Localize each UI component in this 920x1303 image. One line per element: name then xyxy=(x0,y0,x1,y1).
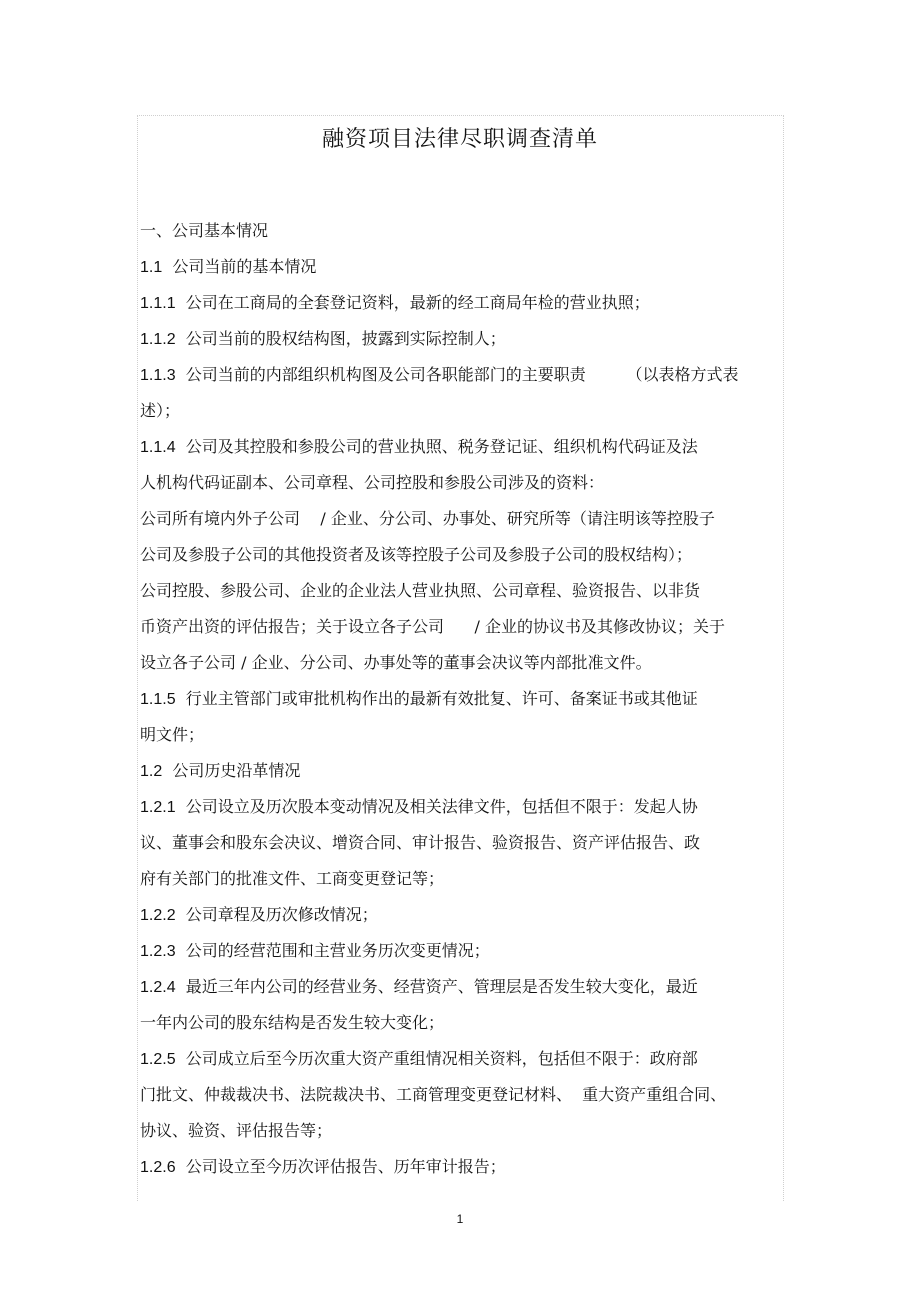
text-line xyxy=(140,257,316,277)
line-text: 最近三年内公司的经营业务、经营资产、管理层是否发生较大变化，最近 xyxy=(175,977,698,996)
line-text: 公司当前的内部组织机构图及公司各职能部门的主要职责 （以表格方式表 xyxy=(175,365,739,384)
text-line xyxy=(140,329,506,349)
line-text: 公司控股、参股公司、企业的企业法人营业执照、公司章程、验资报告、以非货 xyxy=(140,581,701,600)
document-title: 融资项目法律尽职调查清单 xyxy=(321,127,598,152)
text-line xyxy=(140,797,698,817)
text-line xyxy=(140,221,268,241)
section-number: 1.2.1 xyxy=(140,799,176,816)
text-line xyxy=(140,545,692,565)
line-text: 公司设立至今历次评估报告、历年审计报告； xyxy=(175,1157,506,1176)
section-number: 1.1.5 xyxy=(140,691,176,708)
line-text: 述）； xyxy=(140,401,181,420)
section-number: 1.1.1 xyxy=(140,295,176,312)
line-text: 公司及其控股和参股公司的营业执照、税务登记证、组织机构代码证及法 xyxy=(175,437,698,456)
section-number: 1.2.2 xyxy=(140,907,176,924)
section-number: 1.2.3 xyxy=(140,943,176,960)
section-number: 1.1.2 xyxy=(140,331,176,348)
line-text: 币资产出资的评估报告；关于设立各子公司 / 企业的协议书及其修改协议；关于 xyxy=(140,617,725,636)
text-line xyxy=(140,437,698,457)
line-text: 公司的经营范围和主营业务历次变更情况； xyxy=(175,941,490,960)
text-line xyxy=(140,905,378,925)
section-number: 1.1.3 xyxy=(140,367,176,384)
text-line xyxy=(140,581,700,601)
text-line xyxy=(140,1013,444,1033)
text-line xyxy=(140,293,650,313)
text-line xyxy=(140,1049,698,1069)
line-text: 行业主管部门或审批机构作出的最新有效批复、许可、备案证书或其他证 xyxy=(175,689,698,708)
text-line xyxy=(140,1157,506,1177)
section-number: 1.2.6 xyxy=(140,1159,176,1176)
text-line xyxy=(140,1085,726,1105)
section-number: 1.1 xyxy=(140,259,163,276)
line-text: 协议、验资、评估报告等； xyxy=(140,1121,333,1140)
line-text: 公司设立及历次股本变动情况及相关法律文件，包括但不限于：发起人协 xyxy=(175,797,698,816)
line-text: 明文件； xyxy=(140,725,205,744)
line-text: 公司成立后至今历次重大资产重组情况相关资料，包括但不限于：政府部 xyxy=(175,1049,698,1068)
line-text: 公司当前的股权结构图，披露到实际控制人； xyxy=(175,329,506,348)
text-line xyxy=(140,1121,332,1141)
line-text: 一年内公司的股东结构是否发生较大变化； xyxy=(140,1013,445,1032)
text-line xyxy=(140,653,652,673)
text-line xyxy=(140,473,604,493)
text-line xyxy=(140,401,180,421)
line-text: 公司所有境内外子公司 / 企业、分公司、办事处、研究所等（请注明该等控股子 xyxy=(140,509,715,528)
section-number: 1.2.5 xyxy=(140,1051,176,1068)
text-line xyxy=(140,761,300,781)
text-line xyxy=(140,617,725,637)
text-line xyxy=(140,869,444,889)
line-text: 议、董事会和股东会决议、增资合同、审计报告、验资报告、资产评估报告、政 xyxy=(140,833,701,852)
section-number: 1.2 xyxy=(140,763,163,780)
page-number: 1 xyxy=(456,1212,464,1226)
section-number: 1.2.4 xyxy=(140,979,176,996)
line-text: 公司在工商局的全套登记资料，最新的经工商局年检的营业执照； xyxy=(175,293,650,312)
text-line xyxy=(140,689,698,709)
section-number: 1.1.4 xyxy=(140,439,176,456)
line-text: 公司章程及历次修改情况； xyxy=(175,905,378,924)
line-text: 门批文、仲裁裁决书、法院裁决书、工商管理变更登记材料、 重大资产重组合同、 xyxy=(140,1085,727,1104)
line-text: 公司及参股子公司的其他投资者及该等控股子公司及参股子公司的股权结构）； xyxy=(140,545,693,564)
line-text: 公司历史沿革情况 xyxy=(162,761,301,780)
line-text: 一、公司基本情况 xyxy=(140,221,269,240)
text-line xyxy=(140,977,698,997)
line-text: 设立各子公司 / 企业、分公司、办事处等的董事会决议等内部批准文件。 xyxy=(140,653,652,672)
text-line xyxy=(140,365,738,385)
line-text: 人机构代码证副本、公司章程、公司控股和参股公司涉及的资料： xyxy=(140,473,605,492)
text-line xyxy=(140,725,204,745)
text-line xyxy=(140,941,490,961)
line-text: 公司当前的基本情况 xyxy=(162,257,317,276)
text-line xyxy=(140,509,715,529)
text-line xyxy=(140,833,700,853)
line-text: 府有关部门的批准文件、工商变更登记等； xyxy=(140,869,445,888)
